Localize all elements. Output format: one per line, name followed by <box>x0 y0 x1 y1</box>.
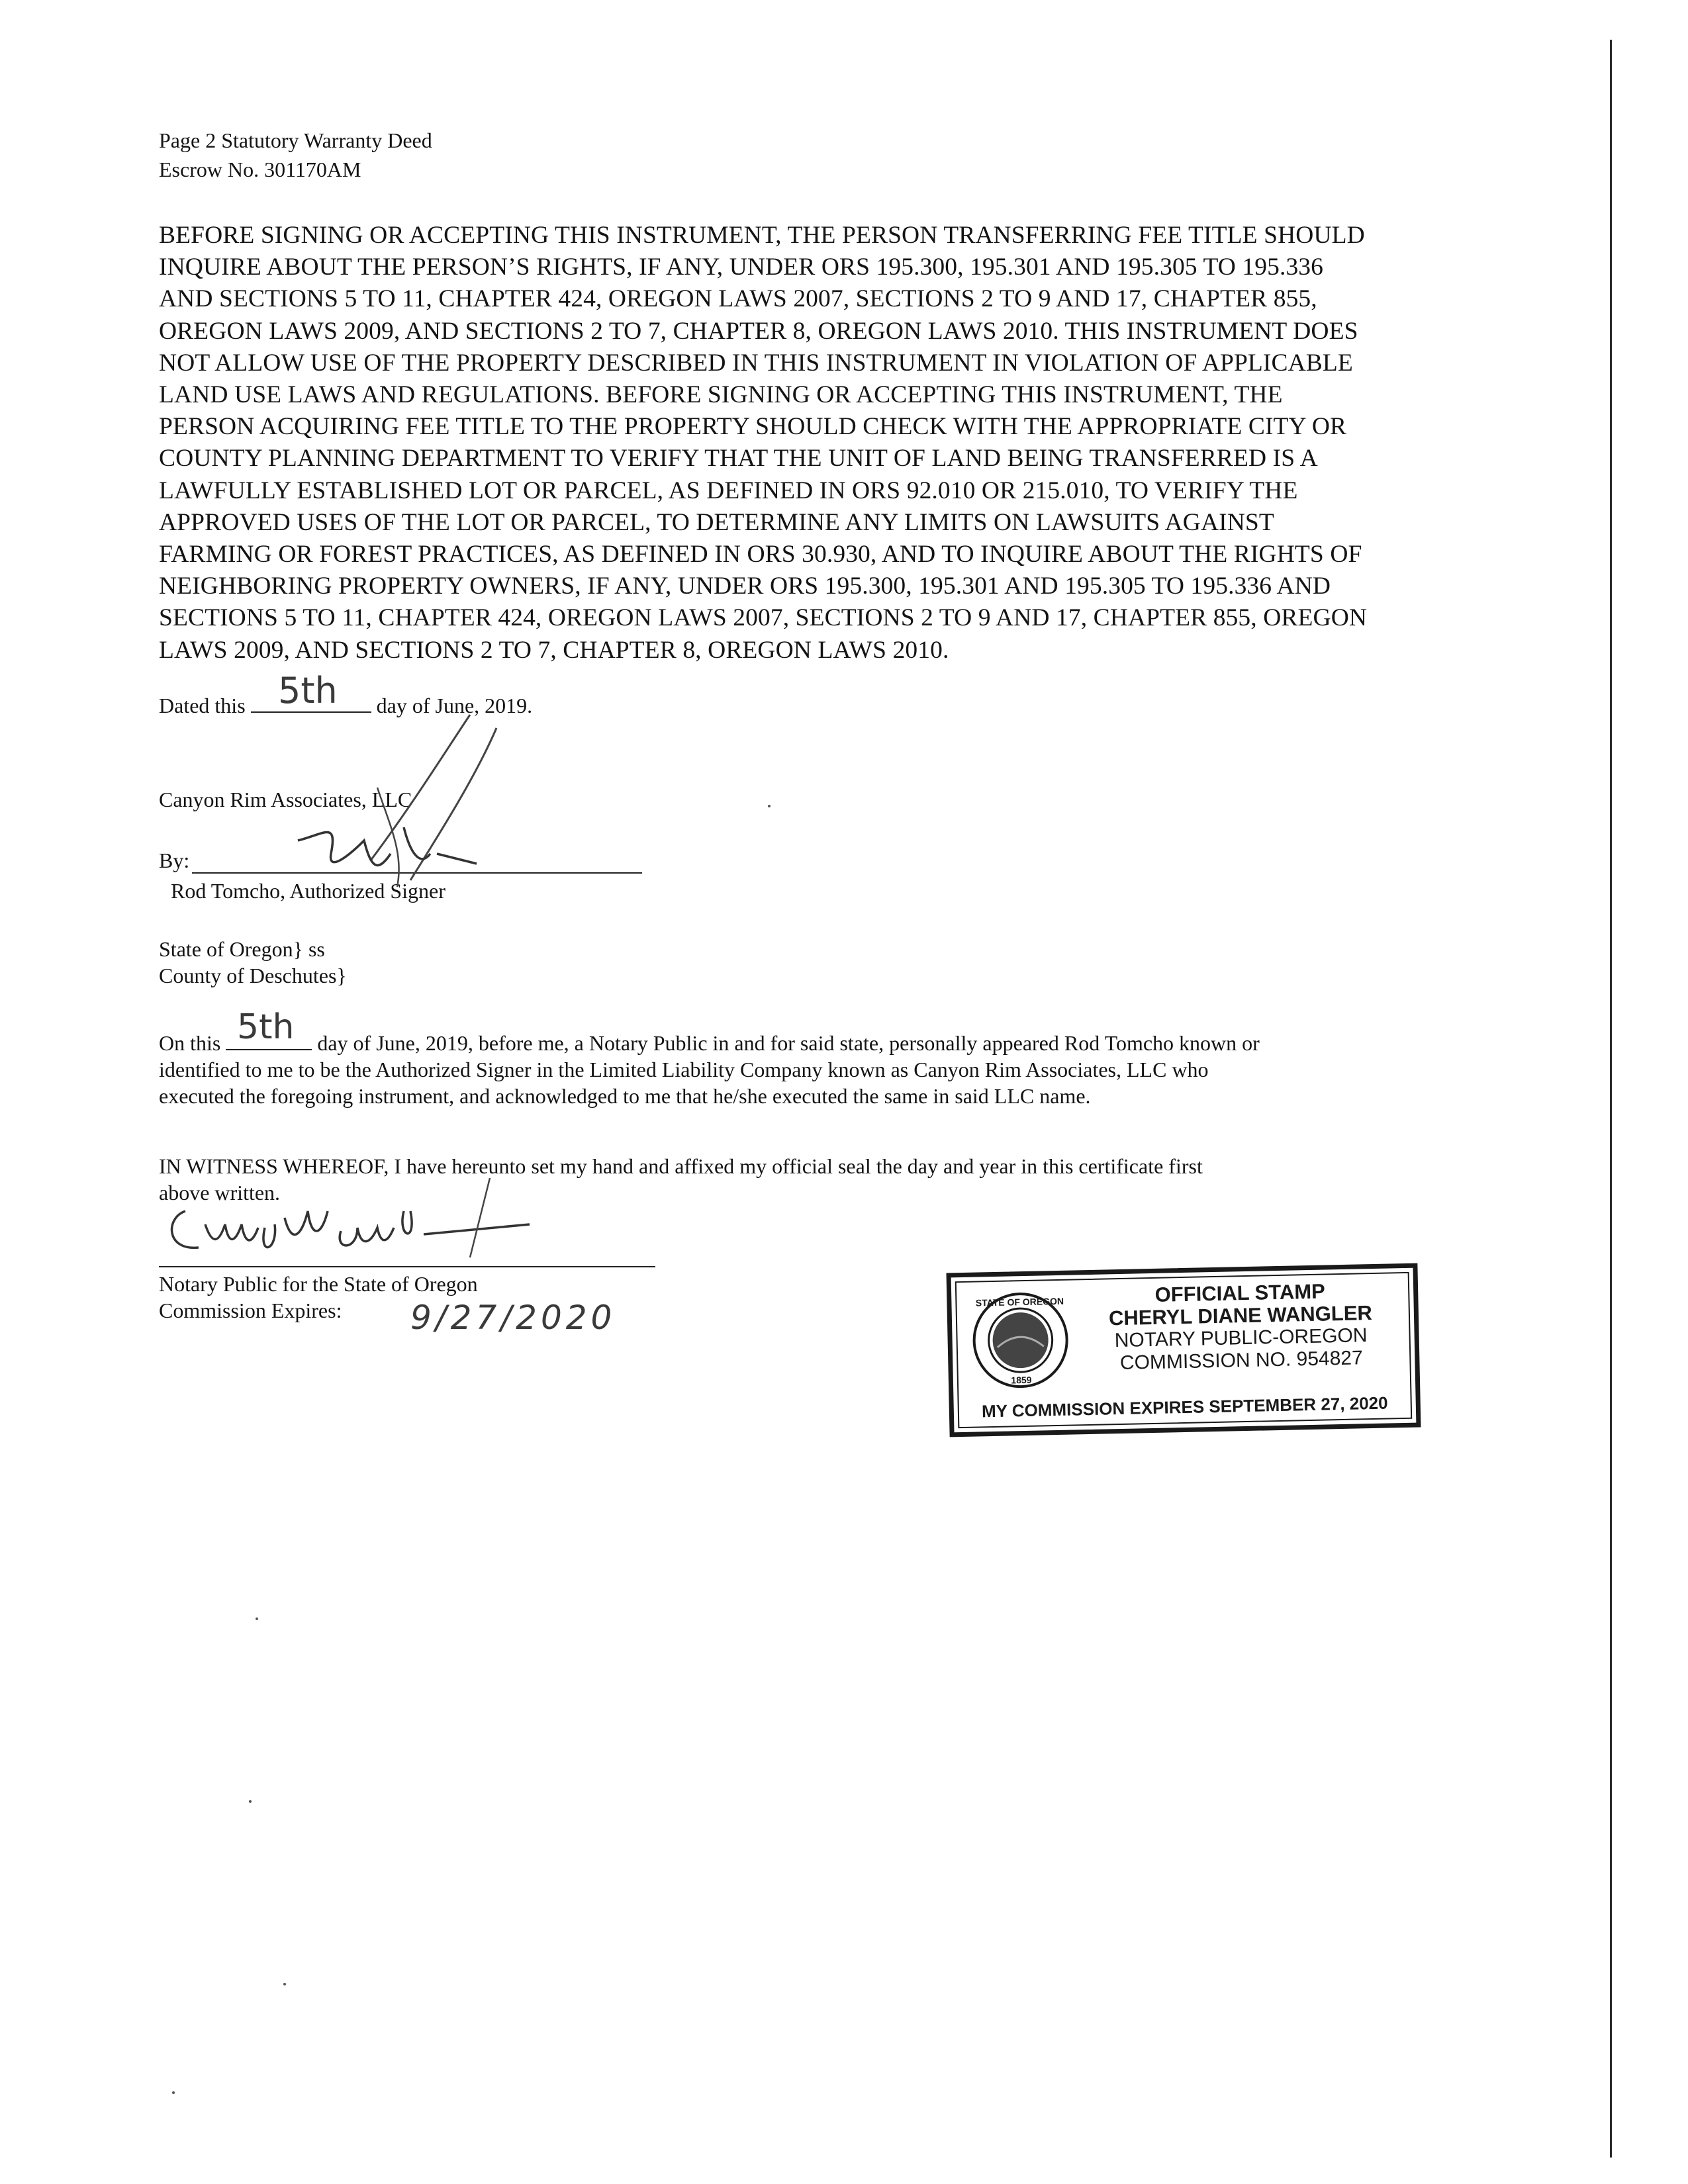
notary-signature <box>159 1171 569 1264</box>
seal-text: STATE OF OREGON <box>975 1295 1064 1308</box>
state-seal-icon <box>970 1290 1071 1391</box>
venue-block <box>159 936 347 989</box>
acknowledgment-paragraph <box>159 1030 1509 1109</box>
ack-line2: identified to me to be the Authorized Signer in the Limited Liability Company known as Canyon Rim Associates, LLC who <box>159 1058 1209 1081</box>
seal-year: 1859 <box>1011 1374 1032 1386</box>
statutory-notice <box>159 220 1503 666</box>
scan-speck <box>768 805 771 807</box>
witness-line1: IN WITNESS WHEREOF, I have hereunto set my hand and affixed my official seal the day and year in this certificate first <box>159 1154 1203 1178</box>
scan-speck <box>256 1617 258 1620</box>
notary-title: Notary Public for the State of Oregon <box>159 1272 478 1296</box>
scan-speck <box>172 2091 175 2094</box>
ack-prefix: On this <box>159 1031 221 1055</box>
document-header <box>159 126 432 184</box>
handwritten-day-dated: 5th <box>278 670 338 711</box>
witness-line2: above written. <box>159 1181 281 1205</box>
notice-line: OREGON LAWS 2009, AND SECTIONS 2 TO 7, CHAPTER 8, OREGON LAWS 2010. THIS INSTRUMENT DOES <box>159 317 1358 345</box>
notice-line: LAWS 2009, AND SECTIONS 2 TO 7, CHAPTER 8, OREGON LAWS 2010. <box>159 636 949 664</box>
stamp-expiration: MY COMMISSION EXPIRES SEPTEMBER 27, 2020 <box>981 1392 1388 1422</box>
handwritten-expiration: 9/27/2020 <box>410 1298 616 1337</box>
notice-line: NOT ALLOW USE OF THE PROPERTY DESCRIBED IN THIS INSTRUMENT IN VIOLATION OF APPLICABLE <box>159 349 1353 377</box>
ack-day-blank <box>226 1048 312 1050</box>
header-title: Page 2 Statutory Warranty Deed <box>159 128 432 152</box>
notice-line: APPROVED USES OF THE LOT OR PARCEL, TO DETERMINE ANY LIMITS ON LAWSUITS AGAINST <box>159 508 1274 536</box>
escrow-number: Escrow No. 301170AM <box>159 158 361 181</box>
notice-line: COUNTY PLANNING DEPARTMENT TO VERIFY THAT THE UNIT OF LAND BEING TRANSFERRED IS A <box>159 445 1318 473</box>
notice-line: AND SECTIONS 5 TO 11, CHAPTER 424, OREGON LAWS 2007, SECTIONS 2 TO 9 AND 17, CHAPTER 855, <box>159 285 1317 313</box>
venue-state: State of Oregon} ss <box>159 937 325 961</box>
commission-expires-label: Commission Expires: <box>159 1298 342 1322</box>
scan-speck <box>249 1800 252 1803</box>
stamp-notary-name: CHERYL DIANE WANGLER <box>1108 1301 1373 1330</box>
notice-line: LAWFULLY ESTABLISHED LOT OR PARCEL, AS DEFINED IN ORS 92.010 OR 215.010, TO VERIFY THE <box>159 477 1298 504</box>
stamp-heading: OFFICIAL STAMP <box>1154 1279 1326 1306</box>
ack-line3: executed the foregoing instrument, and acknowledged to me that he/she executed the same in said LLC name. <box>159 1084 1091 1108</box>
notice-line: SECTIONS 5 TO 11, CHAPTER 424, OREGON LAWS 2007, SECTIONS 2 TO 9 AND 17, CHAPTER 855, OREGON <box>159 604 1368 632</box>
notice-line: NEIGHBORING PROPERTY OWNERS, IF ANY, UNDER ORS 195.300, 195.301 AND 195.305 TO 195.336 AND <box>159 572 1331 600</box>
scan-edge-line <box>1610 40 1612 2158</box>
stamp-commission-number: COMMISSION NO. 954827 <box>1119 1347 1364 1375</box>
stamp-notary-title: NOTARY PUBLIC-OREGON <box>1114 1324 1368 1352</box>
notice-line: INQUIRE ABOUT THE PERSON’S RIGHTS, IF ANY, UNDER ORS 195.300, 195.301 AND 195.305 TO 195.336 <box>159 253 1324 281</box>
notice-line: BEFORE SIGNING OR ACCEPTING THIS INSTRUMENT, THE PERSON TRANSFERRING FEE TITLE SHOULD <box>159 222 1365 249</box>
grantor-signature <box>278 702 516 900</box>
scan-speck <box>283 1983 286 1985</box>
notice-line: LAND USE LAWS AND REGULATIONS. BEFORE SIGNING OR ACCEPTING THIS INSTRUMENT, THE <box>159 381 1283 409</box>
venue-county: County of Deschutes} <box>159 964 347 987</box>
notice-line: FARMING OR FOREST PRACTICES, AS DEFINED IN ORS 30.930, AND TO INQUIRE ABOUT THE RIGHTS OF <box>159 541 1362 569</box>
notice-line: PERSON ACQUIRING FEE TITLE TO THE PROPERTY SHOULD CHECK WITH THE APPROPRIATE CITY OR <box>159 413 1347 441</box>
ack-line1: day of June, 2019, before me, a Notary Public in and for said state, personally appeared Rod Tomcho known or <box>317 1031 1260 1055</box>
stamp-text <box>1081 1279 1401 1375</box>
by-label: By: <box>159 848 190 872</box>
handwritten-day-ack: 5th <box>237 1007 295 1047</box>
company-name: Canyon Rim Associates, LLC <box>159 788 412 811</box>
signer-name: Rod Tomcho, Authorized Signer <box>171 879 445 903</box>
signature-line-notary <box>159 1266 655 1267</box>
dated-prefix: Dated this <box>159 694 246 717</box>
dated-suffix: day of June, 2019. <box>376 694 533 717</box>
official-notary-stamp <box>946 1263 1421 1437</box>
